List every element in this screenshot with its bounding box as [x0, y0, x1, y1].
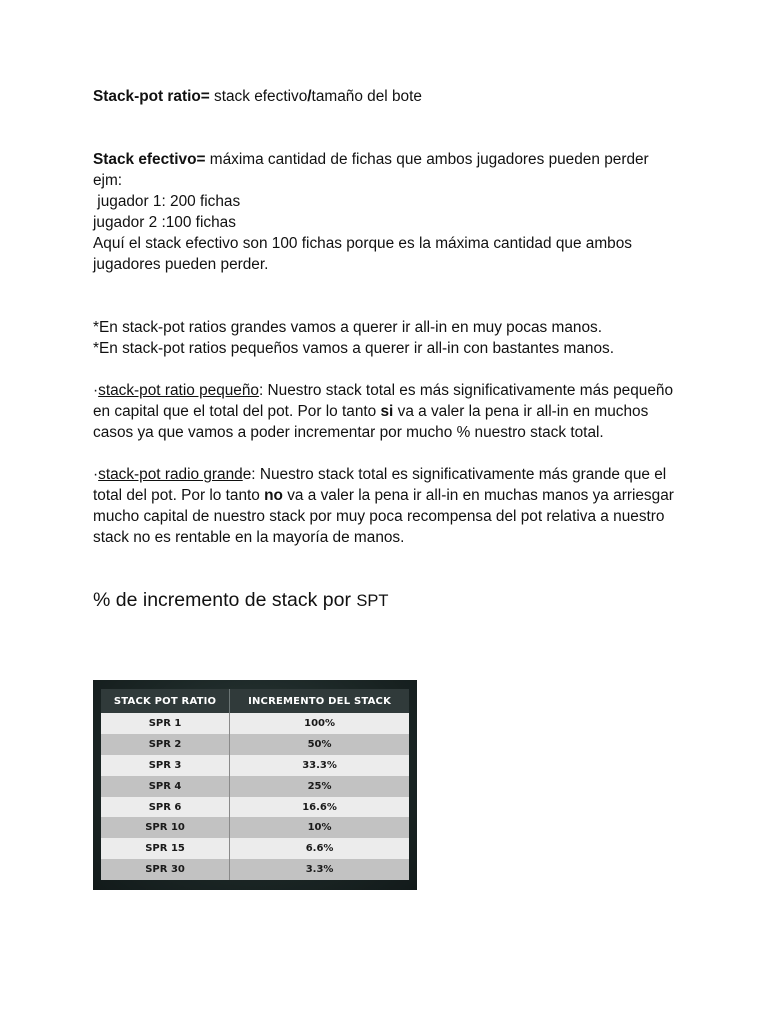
small-spr-paragraph: [93, 380, 683, 443]
stack-def-text: máxima cantidad de fichas que ambos jugadores pueden perder: [205, 151, 649, 168]
small-spr-label: stack-pot ratio pequeño: [98, 382, 259, 399]
table-row: [101, 713, 409, 734]
table-cell: SPR 30: [101, 859, 230, 880]
spr-table: [101, 689, 409, 880]
note-large-spr: *En stack-pot ratios grandes vamos a querer ir all-in en muy pocas manos.: [93, 319, 602, 336]
column-header: STACK POT RATIO: [101, 689, 230, 713]
table-row: [101, 734, 409, 755]
table-cell: 25%: [230, 776, 409, 797]
bullet: ·: [93, 466, 99, 483]
table-cell: SPR 2: [101, 734, 230, 755]
column-header: INCREMENTO DEL STACK: [230, 689, 409, 713]
table-cell: SPR 1: [101, 713, 230, 734]
table-cell: 50%: [230, 734, 409, 755]
large-spr-label-tail: e: [242, 466, 252, 483]
table-cell: 33.3%: [230, 755, 409, 776]
table-row: [101, 838, 409, 859]
table-row: [101, 797, 409, 818]
stack-definition: [93, 149, 683, 170]
table-cell: 100%: [230, 713, 409, 734]
bullet: ·: [93, 382, 99, 399]
large-spr-text: : Nuestro stack total es significativamente más grande que el total del pot. Por lo tanto: [93, 466, 667, 504]
table-row: [101, 817, 409, 838]
table-row: [101, 755, 409, 776]
large-spr-label: stack-pot radio grand: [98, 466, 243, 483]
table-cell: SPR 6: [101, 797, 230, 818]
table-cell: 3.3%: [230, 859, 409, 880]
spr-table-image: [93, 680, 417, 890]
table-cell: SPR 4: [101, 776, 230, 797]
small-spr-text: : Nuestro stack total es más significativamente más pequeño en capital que el total del pot. Por lo tanto: [93, 382, 674, 420]
example-label: ejm:: [93, 172, 123, 189]
heading-spt: SPT: [356, 592, 389, 610]
heading-main: % de incremento de stack por: [93, 589, 357, 611]
large-spr-paragraph: [93, 464, 683, 548]
stack-term: Stack efectivo=: [93, 151, 206, 168]
large-spr-text-2: va a valer la pena ir all-in en muchas manos ya arriesgar mucho capital de nuestro stack por muy poca recompensa del pot relativa a nuestro stack no es rentable en la mayoría de manos.: [93, 487, 674, 546]
example-player-2: jugador 2 :100 fichas: [93, 214, 236, 231]
table-cell: 6.6%: [230, 838, 409, 859]
table-cell: SPR 15: [101, 838, 230, 859]
table-row: [101, 859, 409, 880]
table-heading: [93, 588, 683, 613]
document-body: [93, 86, 683, 613]
note-small-spr: *En stack-pot ratios pequeños vamos a querer ir all-in con bastantes manos.: [93, 340, 614, 357]
table-cell: 16.6%: [230, 797, 409, 818]
table-header-row: [101, 689, 409, 713]
spr-def-text: stack efectivo: [209, 88, 308, 105]
small-spr-emphasis: si: [380, 403, 394, 420]
example-explanation: Aquí el stack efectivo son 100 fichas porque es la máxima cantidad que ambos jugadores pueden perder.: [93, 235, 632, 273]
spr-definition: [93, 86, 683, 107]
table-row: [101, 776, 409, 797]
example-player-1: jugador 1: 200 fichas: [93, 193, 241, 210]
table-cell: SPR 3: [101, 755, 230, 776]
table-cell: 10%: [230, 817, 409, 838]
spr-term: Stack-pot ratio=: [93, 88, 210, 105]
small-spr-text-2: va a valer la pena ir all-in en muchos casos ya que vamos a poder incrementar por mucho % nuestro stack total.: [93, 403, 649, 441]
large-spr-emphasis: no: [264, 487, 283, 504]
spr-slash: /: [307, 88, 312, 105]
table-cell: SPR 10: [101, 817, 230, 838]
spr-def-text-2: tamaño del bote: [311, 88, 422, 105]
